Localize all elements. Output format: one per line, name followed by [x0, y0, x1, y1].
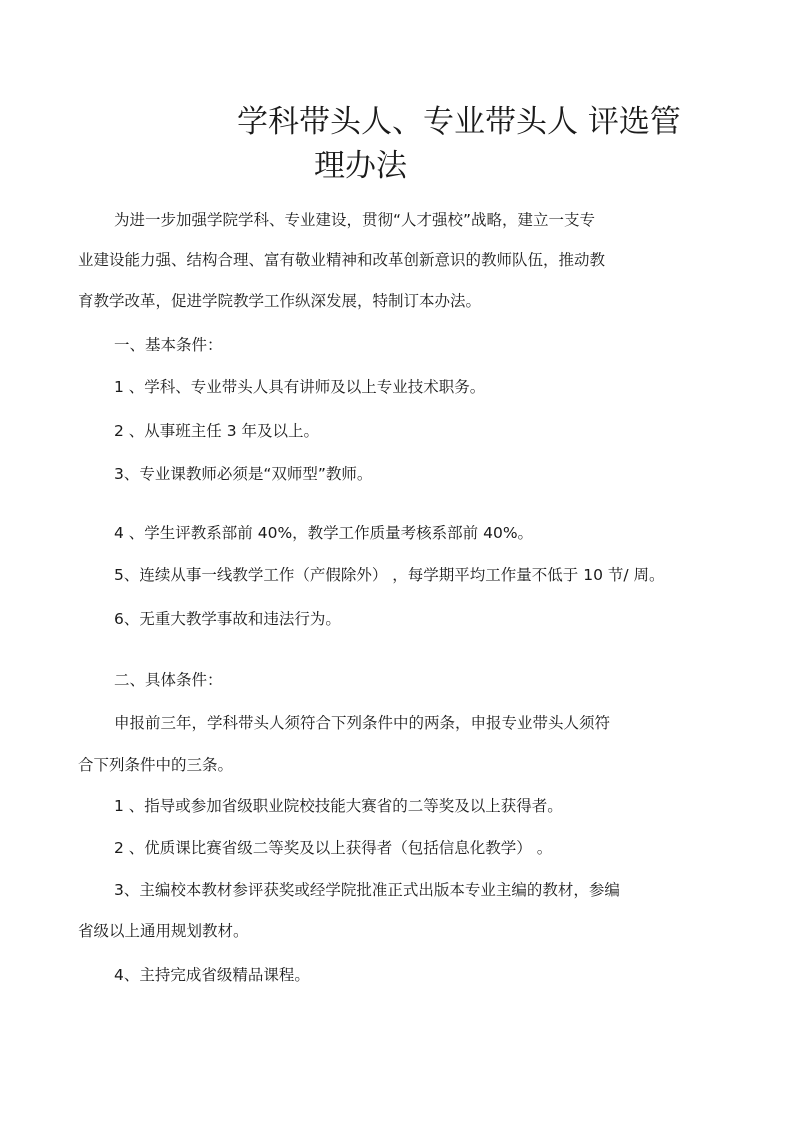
section-2-item-1: 1 、指导或参加省级职业院校技能大赛省的二等奖及以上获得者。	[114, 797, 563, 815]
section-2-heading: 二、具体条件：	[114, 671, 223, 689]
intro-paragraph-line-2: 业建设能力强、结构合理、富有敬业精神和改革创新意识的教师队伍，推动教	[78, 251, 606, 269]
section-2-intro-line-2: 合下列条件中的三条。	[78, 756, 234, 774]
section-1-item-1: 1 、学科、专业带头人具有讲师及以上专业技术职务。	[114, 378, 486, 396]
section-2-item-3-line-1: 3、主编校本教材参评获奖或经学院批准正式出版本专业主编的教材，参编	[114, 881, 620, 899]
section-2-intro-line-1: 申报前三年，学科带头人须符合下列条件中的两条，申报专业带头人须符	[114, 714, 611, 732]
section-2-item-3-line-2: 省级以上通用规划教材。	[78, 922, 249, 940]
section-1-item-4: 4 、学生评教系部前 40%，教学工作质量考核系部前 40%。	[114, 524, 534, 542]
section-1-item-6: 6、无重大教学事故和违法行为。	[114, 610, 341, 628]
section-2-item-2: 2 、优质课比赛省级二等奖及以上获得者（包括信息化教学） 。	[114, 839, 553, 857]
intro-paragraph-line-3: 育教学改革，促进学院教学工作纵深发展，特制订本办法。	[78, 292, 482, 310]
document-title-line-2: 理办法	[314, 148, 407, 184]
intro-paragraph-line-1: 为进一步加强学院学科、专业建设，贯彻“人才强校”战略，建立一支专	[114, 211, 596, 229]
section-1-item-3: 3、专业课教师必须是“双师型”教师。	[114, 465, 373, 483]
section-1-heading: 一、基本条件：	[114, 336, 223, 354]
section-1-item-5: 5、连续从事一线教学工作（产假除外） ，每学期平均工作量不低于 10 节/ 周。	[114, 566, 665, 584]
section-2-item-4: 4、主持完成省级精品课程。	[114, 966, 310, 984]
document-title-line-1: 学科带头人、专业带头人 评选管	[237, 104, 681, 140]
section-1-item-2: 2 、从事班主任 3 年及以上。	[114, 422, 320, 440]
